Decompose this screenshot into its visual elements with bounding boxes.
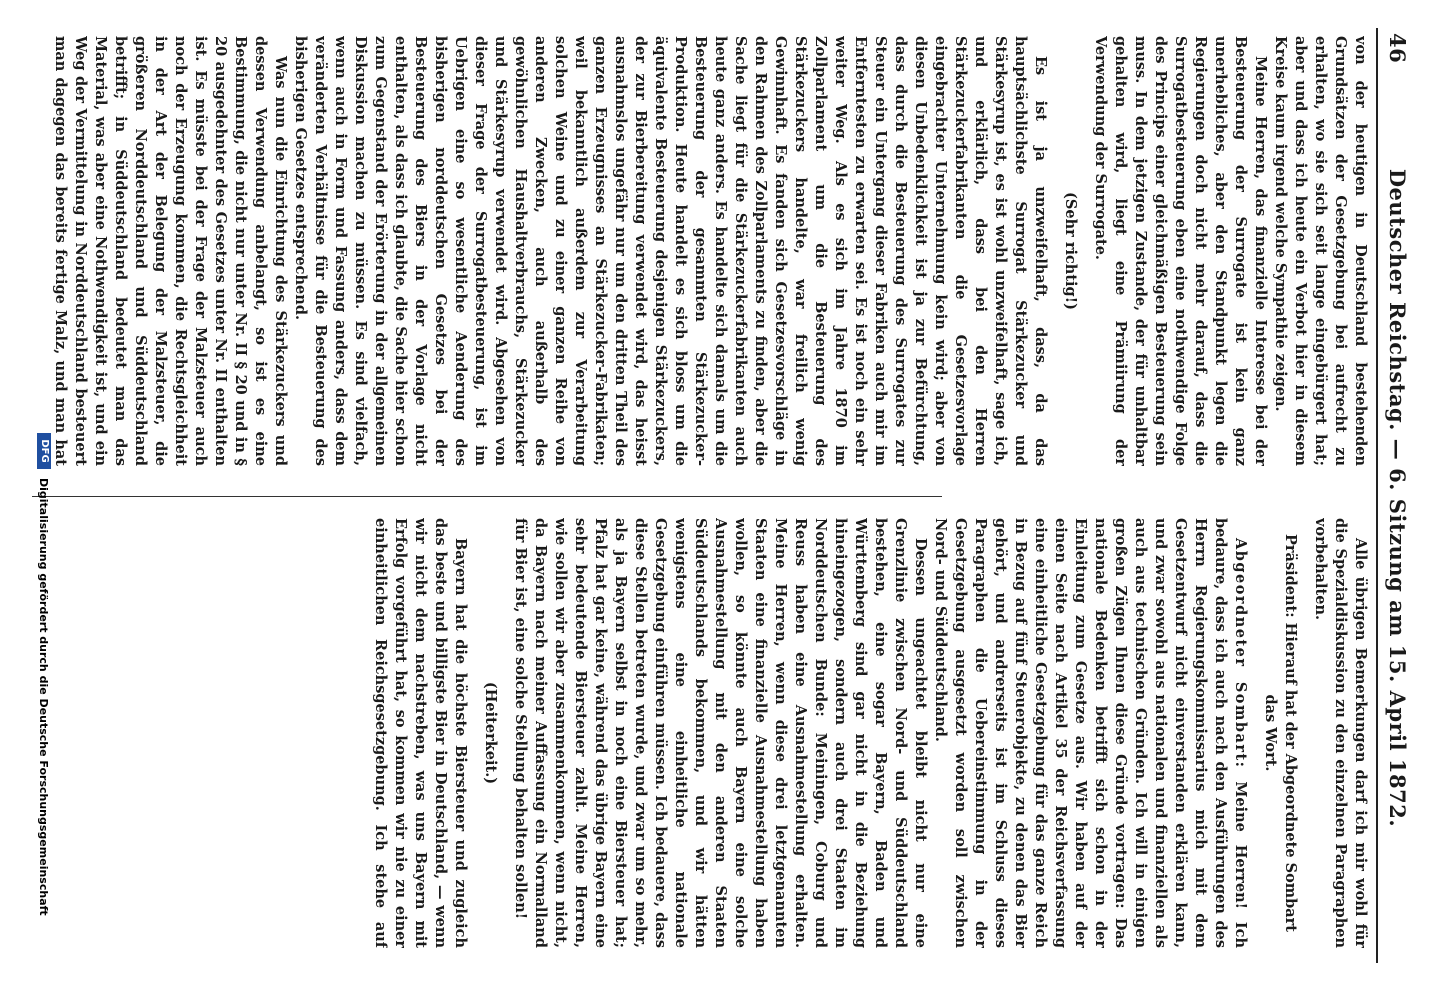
- left-paragraph-4: Was nun die Einrichtung des Stärkezuckers und dessen Verwendung anbelangt, so ist es eine Bestimmung, die nicht nur unter Nr. II § 20 und in § 20 ausgedehnter des Gesetzes unter Nr. II enthalten ist. Es müsste bei der Frage der Malzsteuer auch noch der Erzeugung kommen, die Rechtsgleichheit in der Art der Belegung der Malzsteuer, die größeren Norddeutschland und Süddeutschland betrifft; in Süddeutschland bedeutet man das Material, was aber eine Nothwendigkeit ist, und ein Weg der Vermittelung in Norddeutschland besteuert man dagegen das bereits fertige Malz, und man hat: [52, 36, 289, 466]
- left-paragraph-3: Es ist ja unzweifelhaft, dass, da das hauptsächlichste Surrogat Stärkezucker und Stärkesyrup ist, es ist wohl unzweifelhaft, sage ich, und erklärlich, dass bei den Herren Stärkezuckerfabrikanten die Gesetzesvorlage eingebrachter Unternehmung kein wird; aber von diesen Unbedenklichkeit ist ja zur Befürchtung, dass durch die Besteuerung des Surrogates zur Steuer ein Untergang dieser Fabriken auch mir im Entferntesten zu erwarten sei. Es ist noch ein sehr weiter Weg. Als es sich im Jahre 1870 im Zollparlament um die Besteuerung des Stärkezuckers handelte, war freilich wenig Gewinnhaft. Es fanden sich Gesetzesvorschläge in den Rahmen des Zollparlaments zu finden, aber die Sache liegt für die Stärkezuckerfabrikanten auch heute ganz anders. Es handelte sich damals um die Besteuerung der gesammten Stärkezucker-Produktion. Heute handelt es sich bloss um die äquivalente Besteuerung desjenigen Stärkezuckers, der zur Bierbereitung verwendet wird, das heisst ausnahmslos ungefähr nur um den dritten Theil des ganzen Erzeugnisses an Stärkezucker-Fabrikaten; weil bekanntlich außerdem zur Verarbeitung solchen Weine und zu einer ganzen Reihe von anderen Zwecken, auch außerhalb des gewöhnlichen Haushaltverbrauchs, Stärkezucker und Stärkesyrup verwendet wird. Abgesehen von dieser Frage der Surrogatbesteuerung, ist im Uebrigen eine so wesentliche Aenderung des bisherigen norddeutschen Gesetzes bei der Besteuerung des Biers in der Vorlage nicht enthalten, als dass ich glaubte, die Sache hier schon zum Gegenstand der Erörterung in der allgemeinen Diskussion machen zu müssen. Es sind vielfach, wenn auch in Form und Fassung anders, dass dem veränderten Verhältnisse für die Besteuerung des bisherigen Gesetzes entsprechend.: [292, 36, 1049, 466]
- digitization-credit: Digitalisierung gefördert durch die Deutsche Forschungsgemeinschaft: [37, 478, 50, 916]
- right-interjection-1: (Heiterkeit.): [482, 681, 499, 785]
- right-paragraph-5: Bayern hat die höchste Biersteuer und zugleich das beste und billigste Bier in Deutschland, — wenn wir nicht dem nachstreben, was uns Bayern mit Erfolg vorgeführt hat, so kommen wir nie zu einer einheitlichen Reichsgesetzgebung. Ich stehe auf: [372, 518, 469, 948]
- left-column: [50, 36, 1370, 466]
- page-header: [1380, 33, 1410, 963]
- speaker-name: Abgeordneter Sombart:: [1232, 538, 1249, 769]
- right-paragraph-3: [930, 518, 1250, 948]
- rotated-scanned-page: [27, 8, 1412, 983]
- header-rule: [1376, 28, 1378, 963]
- right-paragraph-4: Dessen ungeachtet bleibt nicht nur eine Grenzlinie zwischen Nord- und Süddeutschland bestehen, eine sogar Bayern, Baden und Württemberg sind gar nicht in die Beziehung hineingezogen, sondern auch drei Staaten im Norddeutschen Bunde: Meiningen, Coburg und Reuss haben eine Ausnahmestellung erhalten. Meine Herren, wenn diese drei letztgenannten Staaten eine finanzielle Ausnahmestellung haben wollen, so könnte auch Bayern eine solche Ausnahmestellung mit den anderen Staaten Süddeutschlands bekommen, und wir hätten wenigstens eine einheitliche nationale Gesetzgebung einführen müssen. Ich bedauere, dass diese Stellen betreten wurde, und zwar um so mehr, als ja Bayern selbst in noch eine Biersteuer hat; Pfalz hat gar keine, während das übrige Bayern eine sehr bedeutende Biersteuer zahlt. Meine Herren, wie sollen wir aber zusammenkommen, wenn nicht, da Bayern nach meiner Auffassung ein Normalland für Bier ist, eine solche Stellung behalten sollen!: [512, 518, 929, 948]
- right-paragraph-1: Alle übrigen Bemerkungen darf ich mir wohl für die Spezialdiskussion zu den einzelnen Paragraphen vorbehalten.: [1312, 518, 1369, 948]
- header-title: Deutscher Reichstag. — 6. Sitzung am 15. April 1872.: [1385, 168, 1410, 828]
- right-paragraph-2: Präsident: Hierauf hat der Abgeordnete Sombart das Wort.: [1262, 534, 1299, 932]
- left-paragraph-1: von der heutigen in Deutschland bestehenden Grundsätzen der Gesetzgebung bei aufrecht zu erhalten, wo sie sich seit lange eingebürgert hat; aber und dass ich heute ein Verbot hier in diesem Kreise kaum irgend welche Sympathie zeigen.: [1272, 36, 1369, 466]
- speech-text: Meine Herren! Ich bedaure, dass ich auch nach den Ausführungen des Herrn Regierungskommissarius mich mit dem Gesetzentwurf nicht einverstanden erklären kann, und zwar sowohl aus nationalen und finanziellen als auch aus technischen Gründen. Ich will in einigen großen Zügen Ihnen diese Gründe vortragen: Das nationale Bedenken betrifft sich schon in der Einleitung zum Gesetze aus. Wir haben auf der einen Seite nach Artikel 35 der Reichsverfassung eine einheitliche Gesetzgebung für das ganze Reich in Bezug auf fünf Steuerobjekte, zu denen das Bier gehört, und andrerseits ist im Schluss dieses Paragraphen die Uebereinstimmung in der Gesetzgebung ausgesetzt worden soll zwischen Nord- und Süddeutschland.: [932, 518, 1249, 948]
- left-paragraph-2: Meine Herren, das finanzielle Interesse bei der Besteuerung der Surrogate ist kein ganz unerhebliches, aber den Standpunkt legen die Regierungen doch nicht mehr darauf, dass die Surrogatbesteuerung eben eine nothwendige Folge des Princips einer gleichmäßigen Besteuerung sein muss. In dem jetzigen Zustande, der für unhaltbar gehalten wird, liegt eine Prämiirung der Verwendung der Surrogate.: [1092, 36, 1269, 466]
- column-divider: [32, 496, 942, 497]
- page-number: 46: [1385, 33, 1410, 64]
- right-column: [370, 518, 1370, 948]
- left-interjection-1: (Sehr richtig!): [1062, 192, 1079, 310]
- dfg-logo: DFG: [37, 433, 51, 469]
